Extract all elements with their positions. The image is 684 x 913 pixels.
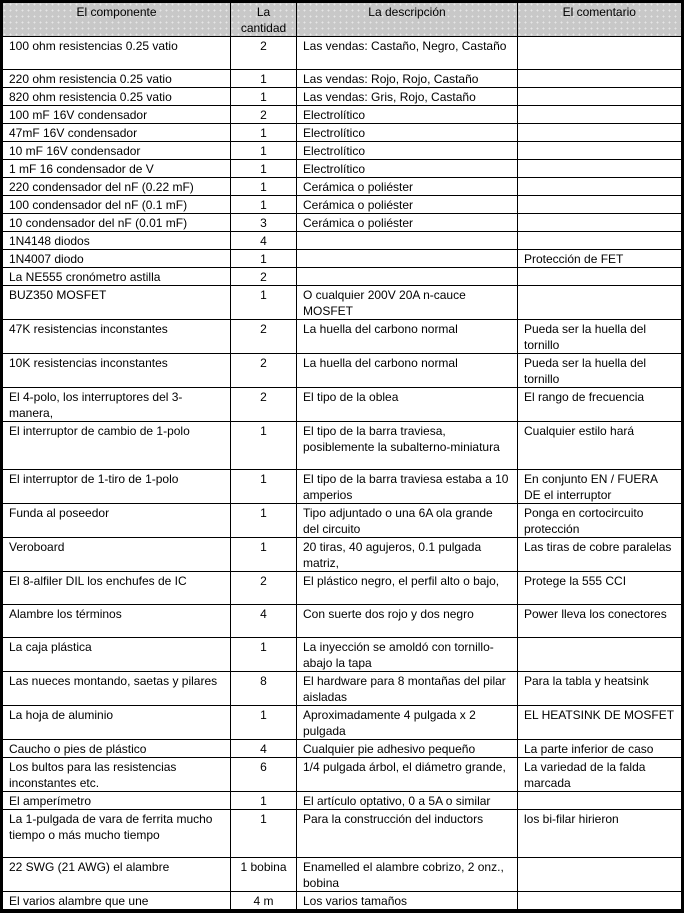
table-row [2,758,683,792]
cell-quantity: 1 [231,124,297,142]
cell-quantity: 4 [231,740,297,758]
cell-component: 10K resistencias inconstantes [2,354,231,388]
cell-quantity: 1 [231,250,297,268]
table-row [2,160,683,178]
table-row [2,286,683,320]
cell-component: 10 mF 16V condensador [2,142,231,160]
table-row [2,106,683,124]
cell-component: Alambre los términos [2,605,231,638]
cell-description: Electrolítico [297,160,518,178]
cell-component: El amperímetro [2,792,231,810]
cell-component: 1 mF 16 condensador de V [2,160,231,178]
cell-component: La 1-pulgada de vara de ferrita mucho tiempo o más mucho tiempo [2,810,231,858]
cell-component: BUZ350 MOSFET [2,286,231,320]
cell-quantity: 2 [231,572,297,605]
cell-component: 1N4007 diodo [2,250,231,268]
table-row [2,88,683,106]
cell-description: Las vendas: Castaño, Negro, Castaño [297,37,518,70]
table-body [2,37,683,912]
table-row [2,196,683,214]
cell-component: La caja plástica [2,638,231,672]
cell-description: O cualquier 200V 20A n-cauce MOSFET [297,286,518,320]
cell-component: 10 condensador del nF (0.01 mF) [2,214,231,232]
table-row [2,638,683,672]
cell-quantity: 2 [231,106,297,124]
cell-description: Electrolítico [297,142,518,160]
cell-description: Aproximadamente 4 pulgada x 2 pulgada [297,706,518,740]
cell-component: 47mF 16V condensador [2,124,231,142]
table-row [2,214,683,232]
cell-comment: Protege la 555 CCI [518,572,683,605]
cell-description: Electrolítico [297,106,518,124]
cell-description: Cualquier pie adhesivo pequeño [297,740,518,758]
cell-comment [518,160,683,178]
table-row [2,672,683,706]
cell-description: El hardware para 8 montañas del pilar aisladas [297,672,518,706]
cell-component: 1N4148 diodos [2,232,231,250]
cell-quantity: 1 [231,538,297,572]
cell-quantity: 1 [231,70,297,88]
cell-description: Enamelled el alambre cobrizo, 2 onz., bobina [297,858,518,892]
table-header-row [2,2,683,37]
table-row [2,388,683,422]
table-row [2,572,683,605]
cell-description: El tipo de la barra traviesa estaba a 10 amperios [297,470,518,504]
cell-description: La huella del carbono normal [297,320,518,354]
cell-component: Veroboard [2,538,231,572]
table-row [2,250,683,268]
cell-component: El varios alambre que une [2,892,231,912]
table-row [2,858,683,892]
cell-comment [518,106,683,124]
cell-quantity: 1 [231,422,297,470]
table-row [2,422,683,470]
cell-comment [518,214,683,232]
cell-quantity: 4 [231,232,297,250]
cell-description [297,232,518,250]
cell-description: La huella del carbono normal [297,354,518,388]
cell-comment: Ponga en cortocircuito protección [518,504,683,538]
cell-component: El interruptor de cambio de 1-polo [2,422,231,470]
cell-quantity: 8 [231,672,297,706]
cell-quantity: 1 [231,470,297,504]
table-row [2,178,683,196]
table-row [2,470,683,504]
cell-quantity: 4 m [231,892,297,912]
cell-description: Tipo adjuntado o una 6A ola grande del circuito [297,504,518,538]
cell-description: Cerámica o poliéster [297,196,518,214]
cell-comment: Pueda ser la huella del tornillo [518,320,683,354]
cell-component: Caucho o pies de plástico [2,740,231,758]
cell-description: El artículo optativo, 0 a 5A o similar [297,792,518,810]
cell-quantity: 2 [231,354,297,388]
cell-description: El tipo de la barra traviesa, posiblemente la subalterno-miniatura [297,422,518,470]
table-row [2,605,683,638]
cell-quantity: 1 [231,706,297,740]
cell-comment: La variedad de la falda marcada [518,758,683,792]
cell-comment [518,232,683,250]
cell-description: Cerámica o poliéster [297,178,518,196]
cell-description: Para la construcción del inductors [297,810,518,858]
cell-component: 820 ohm resistencia 0.25 vatio [2,88,231,106]
table-row [2,232,683,250]
table-row [2,740,683,758]
cell-component: Los bultos para las resistencias inconstantes etc. [2,758,231,792]
cell-quantity: 1 [231,88,297,106]
cell-component: 220 condensador del nF (0.22 mF) [2,178,231,196]
table-row [2,892,683,912]
cell-component: 22 SWG (21 AWG) el alambre [2,858,231,892]
cell-component: 100 ohm resistencias 0.25 vatio [2,37,231,70]
cell-component: Funda al poseedor [2,504,231,538]
table-row [2,810,683,858]
cell-comment: El rango de frecuencia [518,388,683,422]
cell-component: 220 ohm resistencia 0.25 vatio [2,70,231,88]
cell-comment: Power lleva los conectores [518,605,683,638]
cell-comment [518,892,683,912]
cell-description: Electrolítico [297,124,518,142]
cell-description: Las vendas: Gris, Rojo, Castaño [297,88,518,106]
cell-component: 100 condensador del nF (0.1 mF) [2,196,231,214]
cell-comment [518,638,683,672]
cell-quantity: 1 [231,810,297,858]
table-row [2,37,683,70]
cell-component: 100 mF 16V condensador [2,106,231,124]
cell-quantity: 1 [231,504,297,538]
cell-comment [518,792,683,810]
table-row [2,320,683,354]
cell-component: El interruptor de 1-tiro de 1-polo [2,470,231,504]
cell-description: Cerámica o poliéster [297,214,518,232]
header-description: La descripción [297,2,518,37]
cell-quantity: 1 [231,178,297,196]
table-row [2,538,683,572]
cell-component: El 4-polo, los interruptores del 3-manera, [2,388,231,422]
cell-quantity: 2 [231,268,297,286]
cell-quantity: 1 bobina [231,858,297,892]
header-quantity [231,2,297,37]
cell-comment [518,142,683,160]
cell-description: 1/4 pulgada árbol, el diámetro grande, [297,758,518,792]
header-comment: El comentario [518,2,683,37]
cell-comment: La parte inferior de caso [518,740,683,758]
table-row [2,792,683,810]
cell-comment: Para la tabla y heatsink [518,672,683,706]
table-row [2,706,683,740]
cell-quantity: 1 [231,160,297,178]
cell-comment [518,88,683,106]
cell-comment: Pueda ser la huella del tornillo [518,354,683,388]
cell-description: 20 tiras, 40 agujeros, 0.1 pulgada matriz, [297,538,518,572]
cell-component: La NE555 cronómetro astilla [2,268,231,286]
cell-component: 47K resistencias inconstantes [2,320,231,354]
cell-quantity: 1 [231,638,297,672]
table-row [2,142,683,160]
cell-comment: los bi-filar hirieron [518,810,683,858]
cell-comment: En conjunto EN / FUERA DE el interruptor [518,470,683,504]
cell-comment: Cualquier estilo hará [518,422,683,470]
cell-description: Los varios tamaños [297,892,518,912]
table-row [2,70,683,88]
table-row [2,124,683,142]
cell-quantity: 1 [231,792,297,810]
cell-quantity: 2 [231,37,297,70]
cell-comment [518,124,683,142]
cell-comment [518,70,683,88]
cell-quantity: 2 [231,388,297,422]
cell-description: El tipo de la oblea [297,388,518,422]
cell-description: El plástico negro, el perfil alto o bajo, [297,572,518,605]
cell-description: La inyección se amoldó con tornillo-abajo la tapa [297,638,518,672]
header-quantity-line-2: cantidad [240,21,287,35]
table-row [2,268,683,286]
cell-description [297,268,518,286]
cell-quantity: 6 [231,758,297,792]
header-component: El componente [2,2,231,37]
cell-component: La hoja de aluminio [2,706,231,740]
cell-quantity: 4 [231,605,297,638]
cell-comment [518,858,683,892]
cell-comment: Las tiras de cobre paralelas [518,538,683,572]
cell-quantity: 1 [231,142,297,160]
cell-description: Con suerte dos rojo y dos negro [297,605,518,638]
cell-comment [518,37,683,70]
cell-quantity: 2 [231,320,297,354]
cell-description [297,250,518,268]
table-row [2,354,683,388]
cell-comment [518,196,683,214]
cell-comment [518,286,683,320]
cell-description: Las vendas: Rojo, Rojo, Castaño [297,70,518,88]
cell-comment: EL HEATSINK DE MOSFET [518,706,683,740]
cell-quantity: 1 [231,196,297,214]
cell-component: Las nueces montando, saetas y pilares [2,672,231,706]
cell-quantity: 3 [231,214,297,232]
cell-component: El 8-alfiler DIL los enchufes de IC [2,572,231,605]
cell-comment: Protección de FET [518,250,683,268]
cell-quantity: 1 [231,286,297,320]
cell-comment [518,178,683,196]
cell-comment [518,268,683,286]
header-quantity-line-1: La [256,5,271,19]
table-row [2,504,683,538]
